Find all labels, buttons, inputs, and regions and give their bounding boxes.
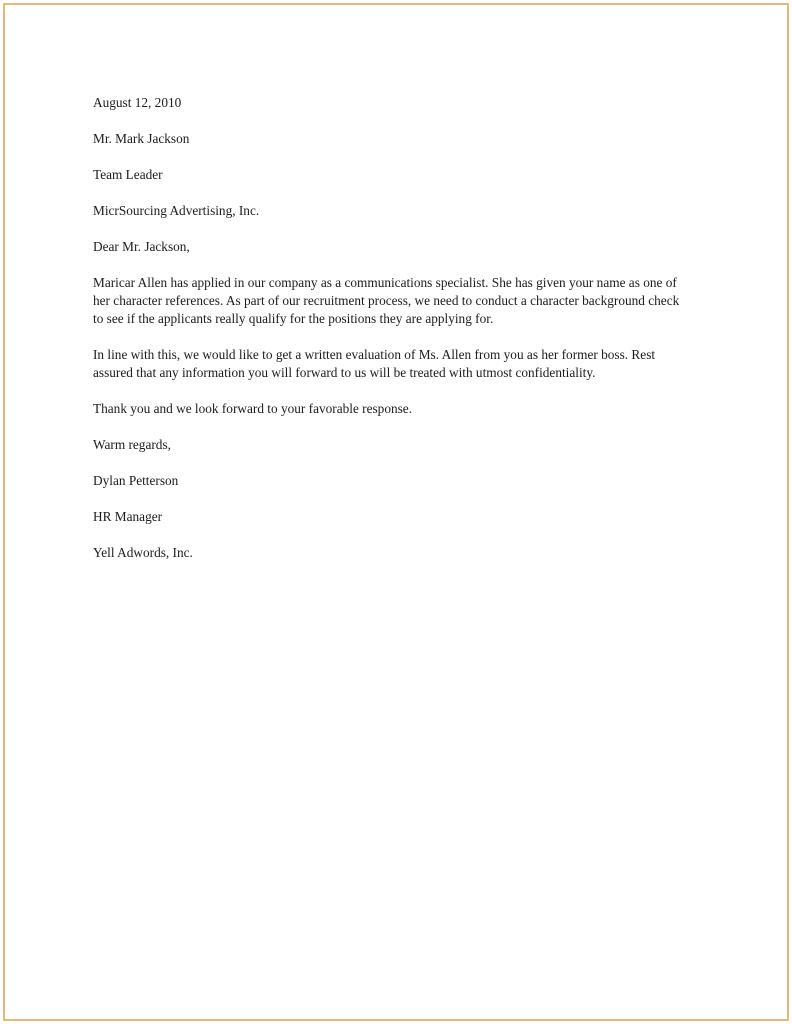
body-paragraph-1: Maricar Allen has applied in our company as a communications specialist. She has given your name as one of her character references. As part of our recruitment process, we need to conduct a character background check to see if the applicants really qualify for the positions they are applying for. [93, 275, 680, 326]
sender-company: Yell Adwords, Inc. [93, 545, 193, 560]
body-paragraph-2: In line with this, we would like to get a written evaluation of Ms. Allen from you as her former boss. Rest assured that any information you will forward to us will be treated with utmost confidentiality. [93, 347, 656, 380]
sender-name: Dylan Petterson [93, 473, 179, 488]
letter-date: August 12, 2010 [93, 95, 182, 110]
body-paragraph-3: Thank you and we look forward to your favorable response. [93, 401, 413, 416]
recipient-name: Mr. Mark Jackson [93, 131, 190, 146]
closing-phrase: Warm regards, [93, 437, 171, 452]
sender-title: HR Manager [93, 509, 163, 524]
letter-body [93, 94, 689, 580]
salutation: Dear Mr. Jackson, [93, 239, 190, 254]
recipient-title: Team Leader [93, 167, 163, 182]
recipient-company: MicrSourcing Advertising, Inc. [93, 203, 260, 218]
